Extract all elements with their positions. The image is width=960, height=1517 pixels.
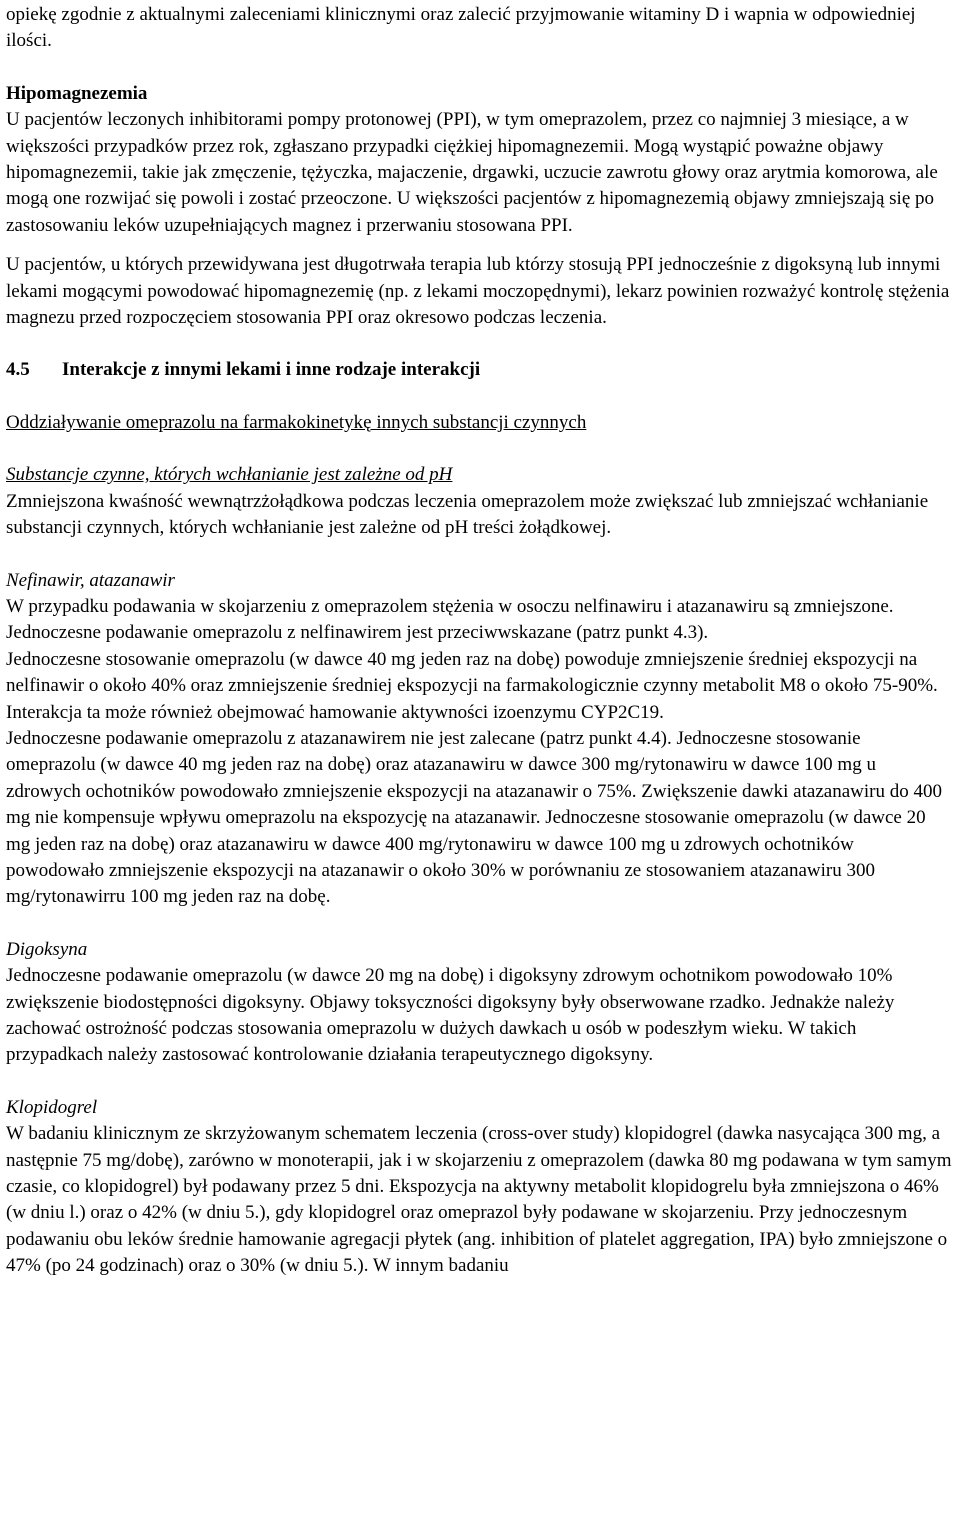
hypomagnesemia-title: Hipomagnezemia — [6, 82, 148, 104]
nelfinavir-paragraph-1: W przypadku podawania w skojarzeniu z omeprazolem stężenia w osoczu nelfinawiru i atazanawiru są zmniejszone. — [6, 595, 894, 617]
digoxin-text: Jednoczesne podawanie omeprazolu (w dawce 20 mg na dobę) i digoksyny zdrowym ochotnikom powodowało 10% zwiększenie biodostępności digoksyny. Objawy toksyczności digoksyny były obserwowane rzadko. Jednakże należy zachować ostrożność podczas stosowania omeprazolu w dużych dawkach u osób w podeszłym wieku. W takich przypadkach należy zastosować kontrolowanie działania terapeutycznego digoksyny. — [6, 965, 895, 1066]
ph-dependent-title: Substancje czynne, których wchłanianie jest zależne od pH — [6, 464, 453, 486]
nelfinavir-paragraph-3: Jednoczesne stosowanie omeprazolu (w dawce 40 mg jeden raz na dobę) powoduje zmniejszenie średniej ekspozycji na nelfinawir o około 40% oraz zmniejszenie średniej ekspozycji na farmakologicznie czynny metabolit M8 o około 75-90%. Interakcja ta może również obejmować hamowanie aktywności izoenzymu CYP2C19. — [6, 648, 938, 723]
nelfinavir-paragraph-4: Jednoczesne podawanie omeprazolu z atazanawirem nie jest zalecane (patrz punkt 4.4). Jednoczesne stosowanie omeprazolu (w dawce 40 mg jeden raz na dobę) oraz atazanawiru w dawce 300 mg/rytonawiru w dawce 100 mg u zdrowych ochotników powodowało zmniejszenie ekspozycji na atazanawir o 75%. Zwiększenie dawki atazanawiru do 400 mg nie kompensuje wpływu omeprazolu na ekspozycję na atazanawir. Jednoczesne stosowanie omeprazolu (w dawce 20 mg jeden raz na dobę) oraz atazanawiru w dawce 400 mg/rytonawiru w dawce 100 mg u zdrowych ochotników powodowało zmniejszenie ekspozycji na atazanawir o około 30% w porównaniu ze stosowaniem atazanawiru 300 mg/rytonawirru 100 mg jeden raz na dobę. — [6, 727, 942, 908]
section-heading — [6, 357, 954, 383]
clopidogrel-title: Klopidogrel — [6, 1096, 98, 1118]
intro-paragraph: opiekę zgodnie z aktualnymi zaleceniami klinicznymi oraz zalecić przyjmowanie witaminy D i wapnia w odpowiedniej ilości. — [6, 4, 916, 52]
section-number: 4.5 — [6, 359, 30, 381]
hypomagnesemia-paragraph-1: U pacjentów leczonych inhibitorami pompy protonowej (PPI), w tym omeprazolem, przez co najmniej 3 miesiące, a w większości przypadków przez rok, zgłaszano przypadki ciężkiej hipomagnezemii. Mogą wystąpić poważne objawy hipomagnezemii, takie jak zmęczenie, tężyczka, majaczenie, drgawki, uczucie zawrotu głowy oraz arytmia komorowa, ale mogą one rozwijać się powoli i zostać przeoczone. U większości pacjentów z hipomagnezemią objawy zmniejszają się po zastosowaniu leków uzupełniających magnez i przerwaniu stosowana PPI. — [6, 109, 938, 236]
nelfinavir-title: Nefinawir, atazanawir — [6, 569, 175, 591]
nelfinavir-paragraph-2: Jednoczesne podawanie omeprazolu z nelfinawirem jest przeciwwskazane (patrz punkt 4.3). — [6, 622, 709, 644]
digoxin-title: Digoksyna — [6, 938, 88, 960]
clopidogrel-text: W badaniu klinicznym ze skrzyżowanym schematem leczenia (cross-over study) klopidogrel (dawka nasycająca 300 mg, a następnie 75 mg/dobę), zarówno w monoterapii, jak i w skojarzeniu z omeprazolem (dawka 80 mg podawana w tym samym czasie, co klopidogrel) był podawany przez 5 dni. Ekspozycja na aktywny metabolit klopidogrelu była zmniejszona o 46% (w dniu l.) oraz o 42% (w dniu 5.), gdy klopidogrel oraz omeprazol były podawane w skojarzeniu. Przy jednoczesnym podawaniu obu leków średnie hamowanie agregacji płytek (ang. inhibition of platelet aggregation, IPA) było zmniejszone o 47% (po 24 godzinach) oraz o 30% (w dniu 5.). W innym badaniu — [6, 1123, 952, 1277]
pk-subheading: Oddziaływanie omeprazolu na farmakokinetykę innych substancji czynnych — [6, 411, 587, 433]
ph-dependent-text: Zmniejszona kwaśność wewnątrzżołądkowa podczas leczenia omeprazolem może zwiększać lub zmniejszać wchłanianie substancji czynnych, których wchłanianie jest zależne od pH treści żołądkowej. — [6, 490, 929, 539]
section-title: Interakcje z innymi lekami i inne rodzaje interakcji — [62, 359, 481, 381]
hypomagnesemia-paragraph-2: U pacjentów, u których przewidywana jest długotrwała terapia lub którzy stosują PPI jednocześnie z digoksyną lub innymi lekami mogącymi powodować hipomagnezemię (np. z lekami moczopędnymi), lekarz powinien rozważyć kontrolę stężenia magnezu przed rozpoczęciem stosowania PPI oraz okresowo podczas leczenia. — [6, 254, 950, 329]
